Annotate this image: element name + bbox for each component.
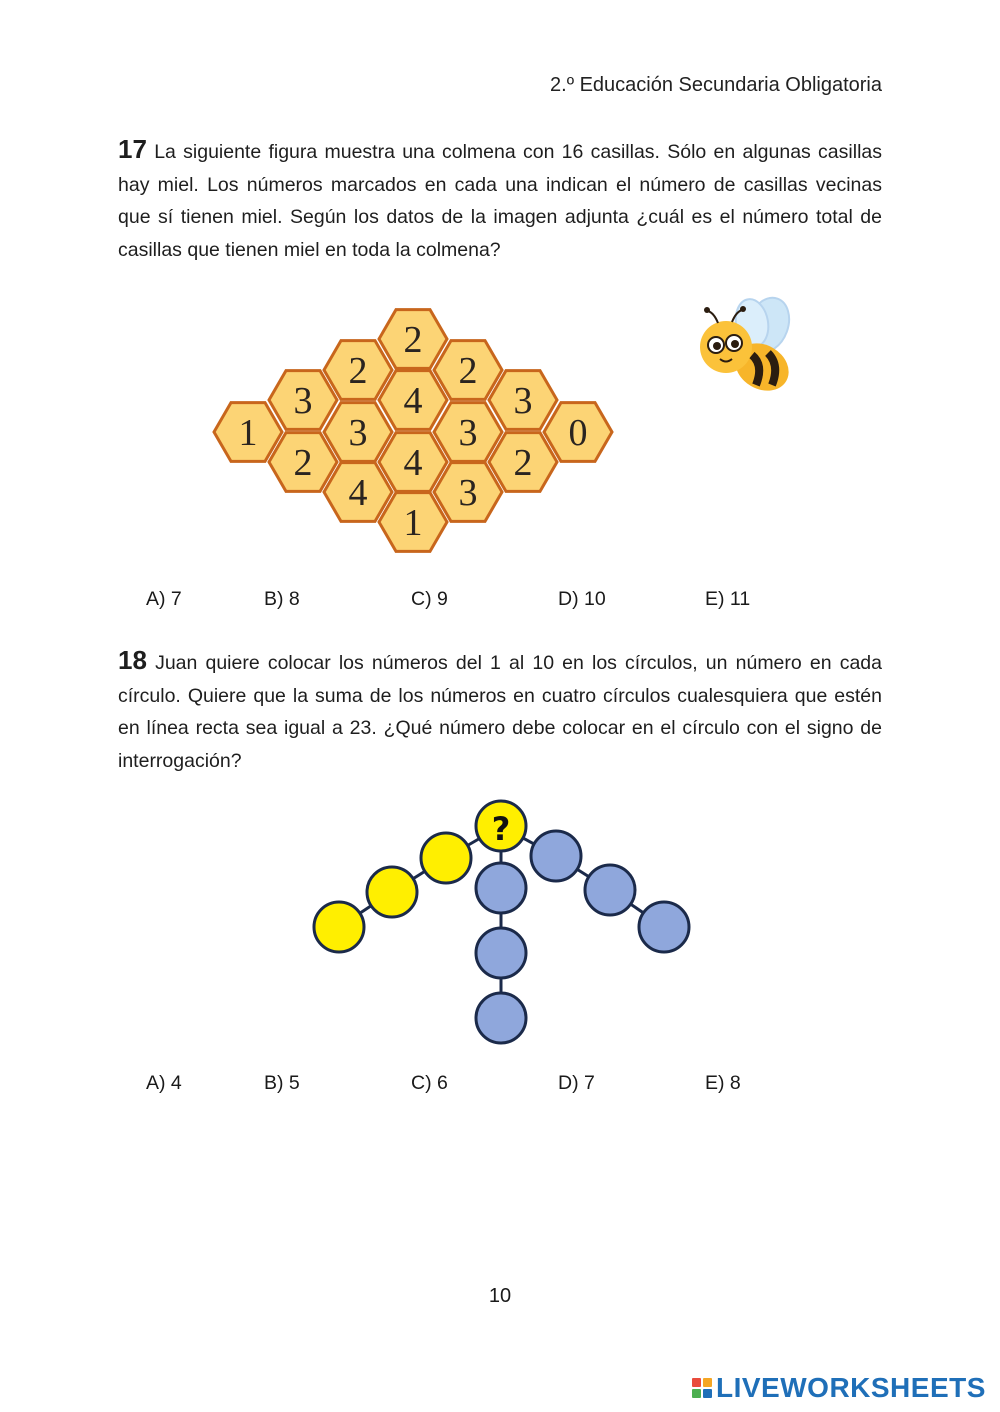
problem-17 (118, 133, 882, 266)
answer-option[interactable]: D) 7 (558, 1072, 595, 1094)
answer-option[interactable]: A) 4 (146, 1072, 182, 1094)
number-circle (639, 902, 689, 952)
hive-cell-number: 3 (348, 412, 368, 454)
problem-17-text: La siguiente figura muestra una colmena con 16 casillas. Sólo en algunas casillas hay miel. Los números marcados en cada una indican el número de casillas vecinas que sí tienen miel. Según los datos de la imagen adjunta ¿cuál es el número total de casillas que tienen miel en toda la colmena? (118, 141, 882, 261)
hive-cell-number: 2 (458, 350, 478, 392)
number-circle (314, 902, 364, 952)
number-circle (476, 863, 526, 913)
hive-cell-number: 2 (403, 319, 423, 361)
answer-option[interactable]: B) 5 (264, 1072, 300, 1094)
answer-option[interactable]: C) 6 (411, 1072, 448, 1094)
answer-option[interactable]: C) 9 (411, 588, 448, 610)
hive-cell-number: 3 (458, 472, 478, 514)
hive-cell-number: 2 (348, 350, 368, 392)
hive-cell-number: 3 (293, 380, 313, 422)
page-number: 10 (488, 1285, 512, 1307)
number-circle (585, 865, 635, 915)
answer-option[interactable]: B) 8 (264, 588, 300, 610)
answer-option[interactable]: E) 11 (705, 588, 751, 610)
hive-cell-number: 3 (458, 412, 478, 454)
liveworksheets-icon (692, 1378, 712, 1398)
question-mark-label: ? (491, 810, 511, 848)
answer-option[interactable]: A) 7 (146, 588, 182, 610)
liveworksheets-logo (692, 1372, 986, 1404)
honeycomb-figure (205, 305, 625, 565)
hive-cell-number: 4 (348, 472, 368, 514)
answer-option[interactable]: D) 10 (558, 588, 606, 610)
number-circle (476, 993, 526, 1043)
hive-cell-number: 1 (403, 502, 423, 544)
problem-18 (118, 644, 882, 777)
answer-option[interactable]: E) 8 (705, 1072, 741, 1094)
hive-cell-number: 2 (513, 442, 533, 484)
number-circle (421, 833, 471, 883)
hive-cell-number: 0 (568, 412, 588, 454)
number-circle (476, 928, 526, 978)
hive-cell-number: 4 (403, 380, 423, 422)
number-circle (367, 867, 417, 917)
circle-diagram (300, 790, 700, 1050)
hive-cell-number: 1 (238, 412, 258, 454)
hive-cell-number: 2 (293, 442, 313, 484)
problem-18-number: 18 (118, 645, 147, 675)
hive-cell-number: 4 (403, 442, 423, 484)
bee-illustration (690, 295, 810, 415)
problem-17-answers (0, 588, 1000, 618)
brand-name: LIVEWORKSHEETS (716, 1372, 986, 1403)
hive-cell-number: 3 (513, 380, 533, 422)
course-header: 2.º Educación Secundaria Obligatoria (550, 74, 882, 96)
problem-18-text: Juan quiere colocar los números del 1 al 10 en los círculos, un número en cada círculo. Quiere que la suma de los números en cuatro círculos cualesquiera que estén en línea recta sea igual a 23. ¿Qué número debe colocar en el círculo con el signo de interrogación? (118, 652, 882, 772)
problem-18-answers (0, 1072, 1000, 1102)
number-circle (531, 831, 581, 881)
problem-17-number: 17 (118, 134, 147, 164)
